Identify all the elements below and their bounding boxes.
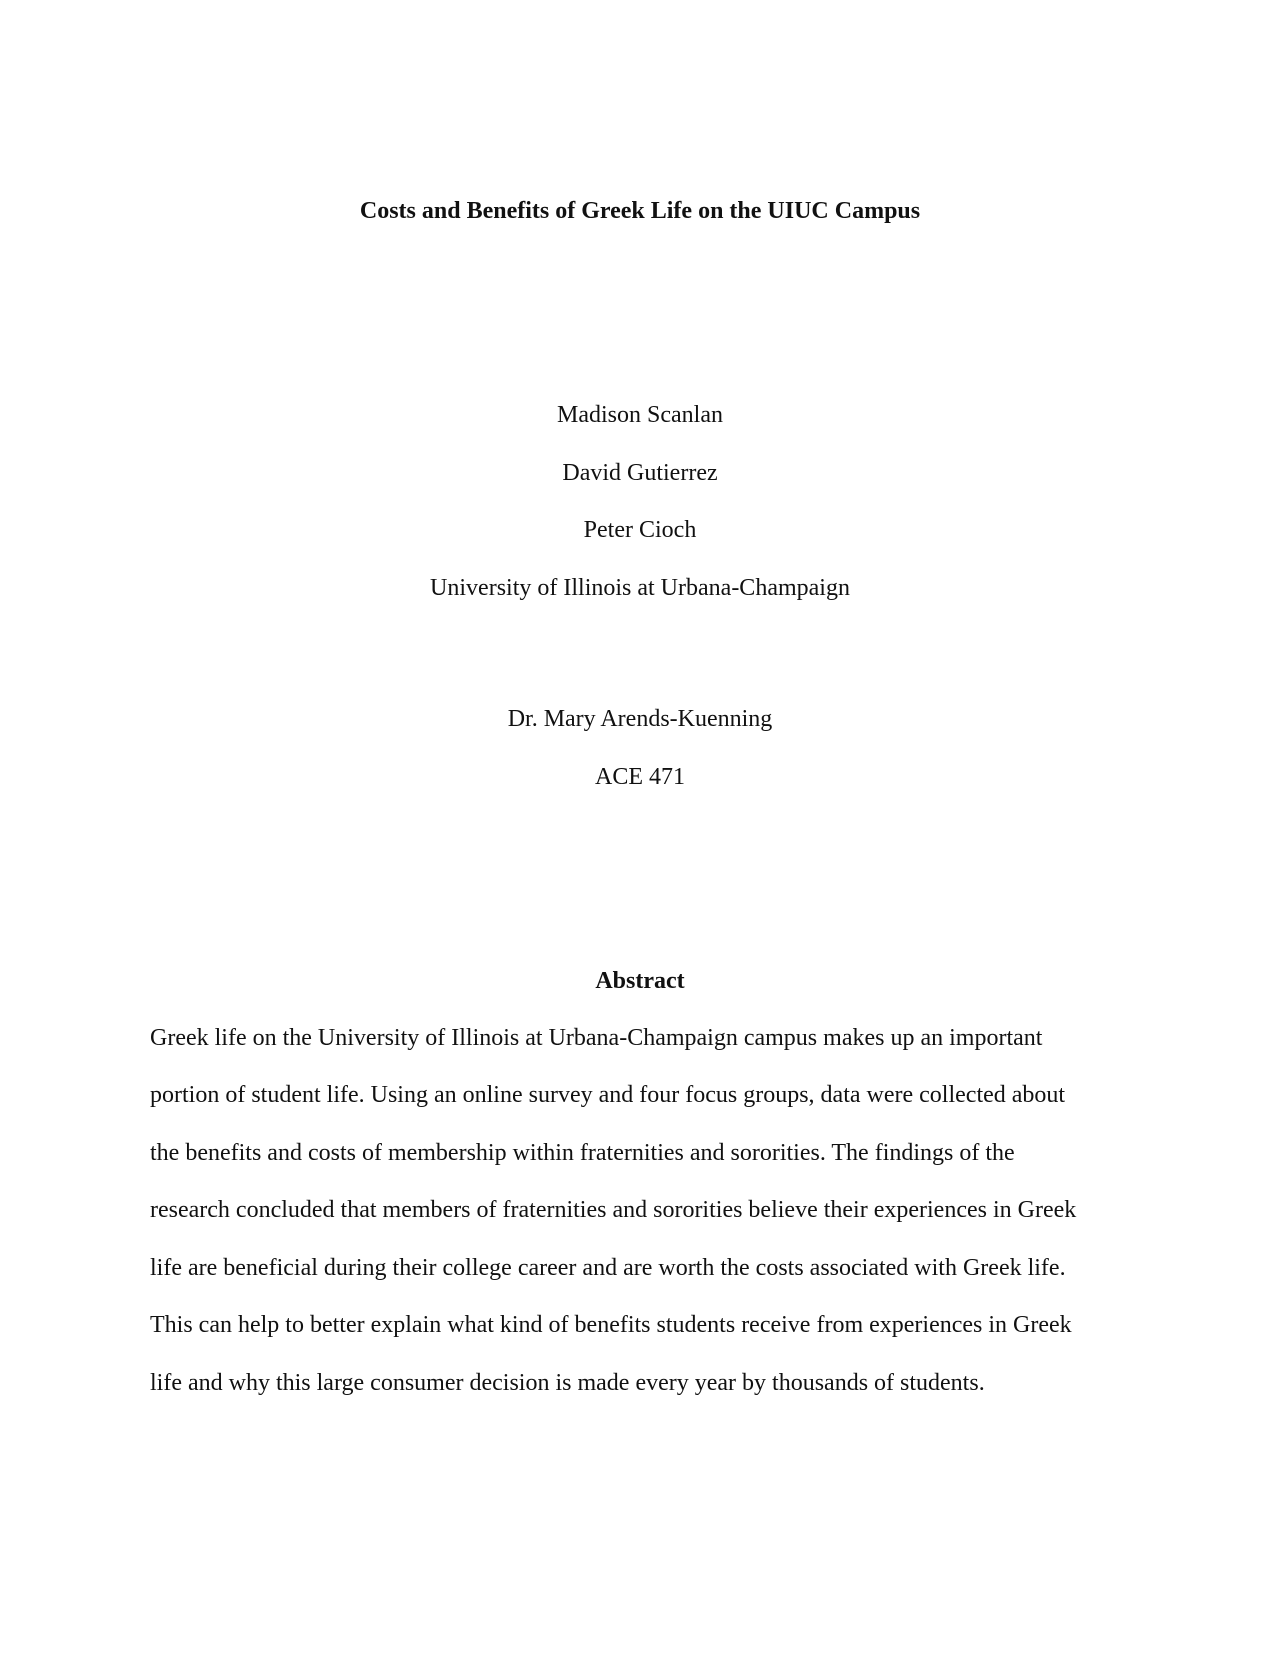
affiliation: University of Illinois at Urbana-Champaign xyxy=(430,575,850,601)
abstract-line: Greek life on the University of Illinois at Urbana-Champaign campus makes up an important xyxy=(150,1025,1043,1051)
abstract-heading: Abstract xyxy=(595,968,685,994)
abstract-line: research concluded that members of fraternities and sororities believe their experiences in Greek xyxy=(150,1197,1077,1223)
instructor-name: Dr. Mary Arends-Kuenning xyxy=(507,706,773,732)
abstract-line: the benefits and costs of membership within fraternities and sororities. The findings of the xyxy=(150,1140,1015,1166)
author-name: Peter Cioch xyxy=(583,517,697,543)
author-name: David Gutierrez xyxy=(562,460,718,486)
abstract-line: portion of student life. Using an online survey and four focus groups, data were collected about xyxy=(150,1082,1066,1108)
abstract-line: This can help to better explain what kind of benefits students receive from experiences in Greek xyxy=(150,1312,1072,1338)
abstract-line: life and why this large consumer decision is made every year by thousands of students. xyxy=(150,1370,985,1396)
author-name: Madison Scanlan xyxy=(557,402,723,428)
course-code: ACE 471 xyxy=(595,764,685,790)
abstract-line: life are beneficial during their college career and are worth the costs associated with Greek life. xyxy=(150,1255,1066,1281)
paper-title: Costs and Benefits of Greek Life on the UIUC Campus xyxy=(359,198,921,224)
